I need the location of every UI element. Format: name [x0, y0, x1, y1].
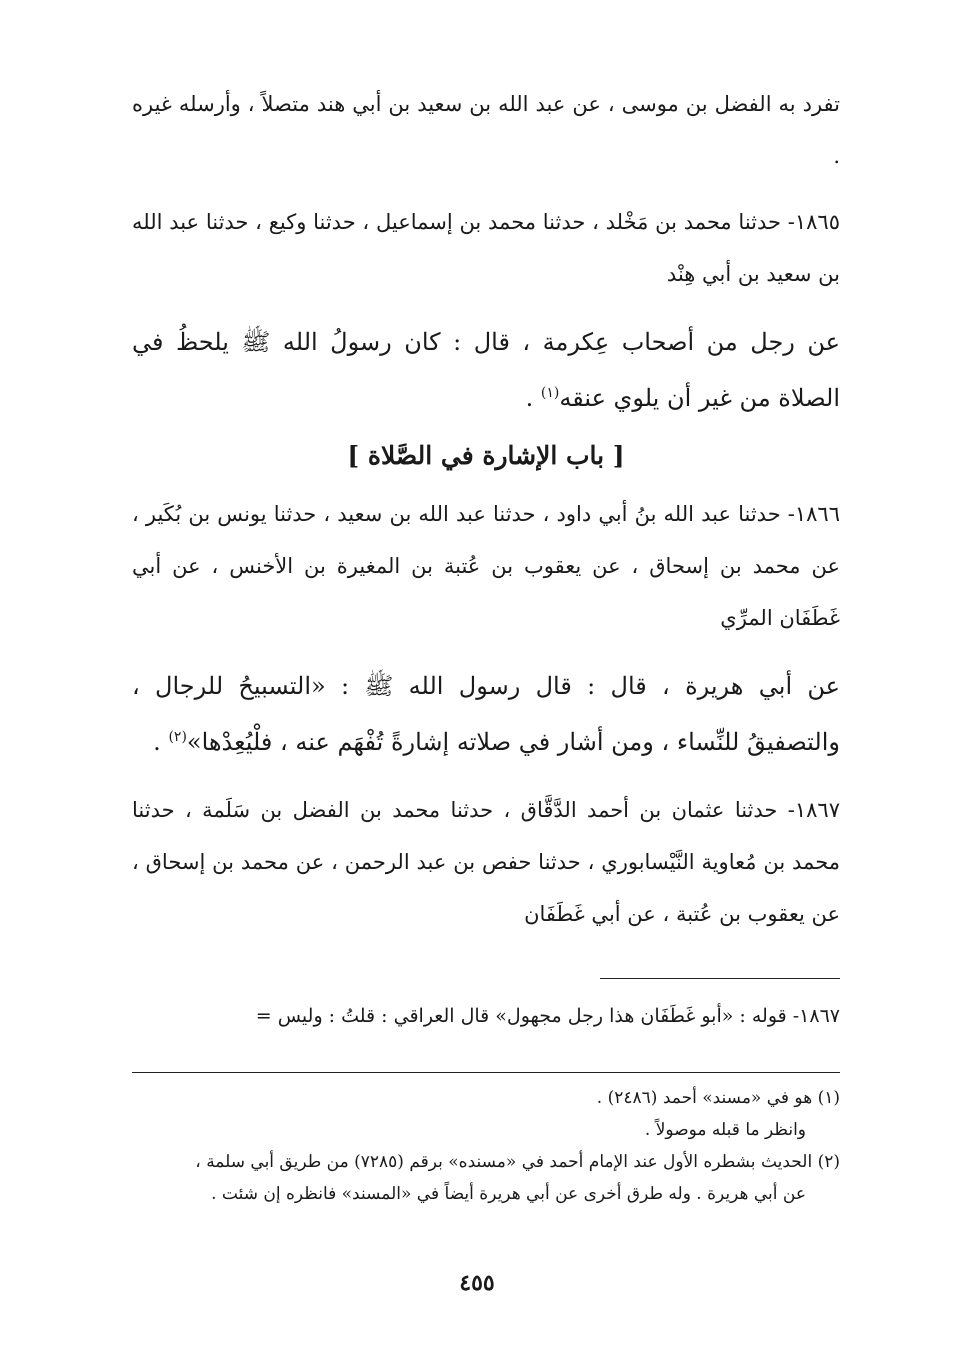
hadith-1865-text — [132, 314, 840, 426]
commentary-line: ١٨٦٧- قوله : «أبو غَطَفَان هذا رجل مجهول» قال العراقي : قلتُ : وليس = — [255, 1005, 840, 1027]
footnote-ref-2: (٢) — [168, 729, 187, 745]
footnote-ref-1: (١) — [540, 385, 560, 401]
footnotes — [132, 1082, 840, 1210]
main-text — [132, 78, 840, 940]
commentary-separator — [600, 978, 840, 979]
hadith-1865-isnad: ١٨٦٥- حدثنا محمد بن مَخْلد ، حدثنا محمد بن إسماعيل ، حدثنا وكيع ، حدثنا عبد الله بن سعيد بن أبي هِنْد — [132, 210, 840, 286]
footnote-1-cont: وانظر ما قبله موصولاً . — [644, 1120, 806, 1140]
footnote-separator — [132, 1072, 840, 1073]
hadith-1866-text — [132, 658, 840, 770]
page-number: ٤٥٥ — [459, 1270, 495, 1296]
hadith-1867-isnad: ١٨٦٧- حدثنا عثمان بن أحمد الدَّقَّاق ، حدثنا محمد بن الفضل بن سَلَمة ، حدثنا محمد بن مُعاوية النَّيْسابوري ، حدثنا حفص بن عبد الرحمن ، عن محمد بن إسحاق ، عن يعقوب بن عُتبة ، عن أبي غَطَفَان — [132, 798, 840, 926]
hadith-1866-body: عن أبي هريرة ، قال : قال رسول الله ﷺ : «التسبيحُ للرجال ، والتصفيقُ للنِّساء ، ومن أشار في صلاته إشارةً تُفْهَم عنه ، فلْيُعِدْها» — [132, 672, 840, 756]
hadith-1865-end: . — [525, 384, 541, 412]
footnote-1: (١) هو في «مسند» أحمد (٢٤٨٦) . — [596, 1088, 840, 1108]
footnote-2-cont: عن أبي هريرة . وله طرق أخرى عن أبي هريرة أيضاً في «المسند» فانظره إن شئت . — [211, 1184, 806, 1204]
footnote-2: (٢) الحديث بشطره الأول عند الإمام أحمد في «مسنده» برقم (٧٢٨٥) من طريق أبي سلمة ، — [195, 1152, 840, 1172]
hadith-1866-isnad: ١٨٦٦- حدثنا عبد الله بنُ أبي داود ، حدثنا عبد الله بن سعيد ، حدثنا يونس بن بُكَير ، عن محمد بن إسحاق ، عن يعقوب بن عُتبة بن المغيرة بن الأخنس ، عن أبي غَطَفَان المرِّي — [132, 502, 840, 630]
chapter-title: [ باب الإشارة في الصَّلاة ] — [347, 441, 625, 470]
hadith-1866-end: . — [153, 728, 169, 756]
paragraph-1: تفرد به الفضل بن موسى ، عن عبد الله بن سعيد بن أبي هند متصلاً ، وأرسله غيره . — [132, 92, 840, 168]
hadith-1865-body: عن رجل من أصحاب عِكرمة ، قال : كان رسولُ الله ﷺ يلحظُ في الصلاة من غير أن يلوي عنقه — [132, 328, 840, 412]
